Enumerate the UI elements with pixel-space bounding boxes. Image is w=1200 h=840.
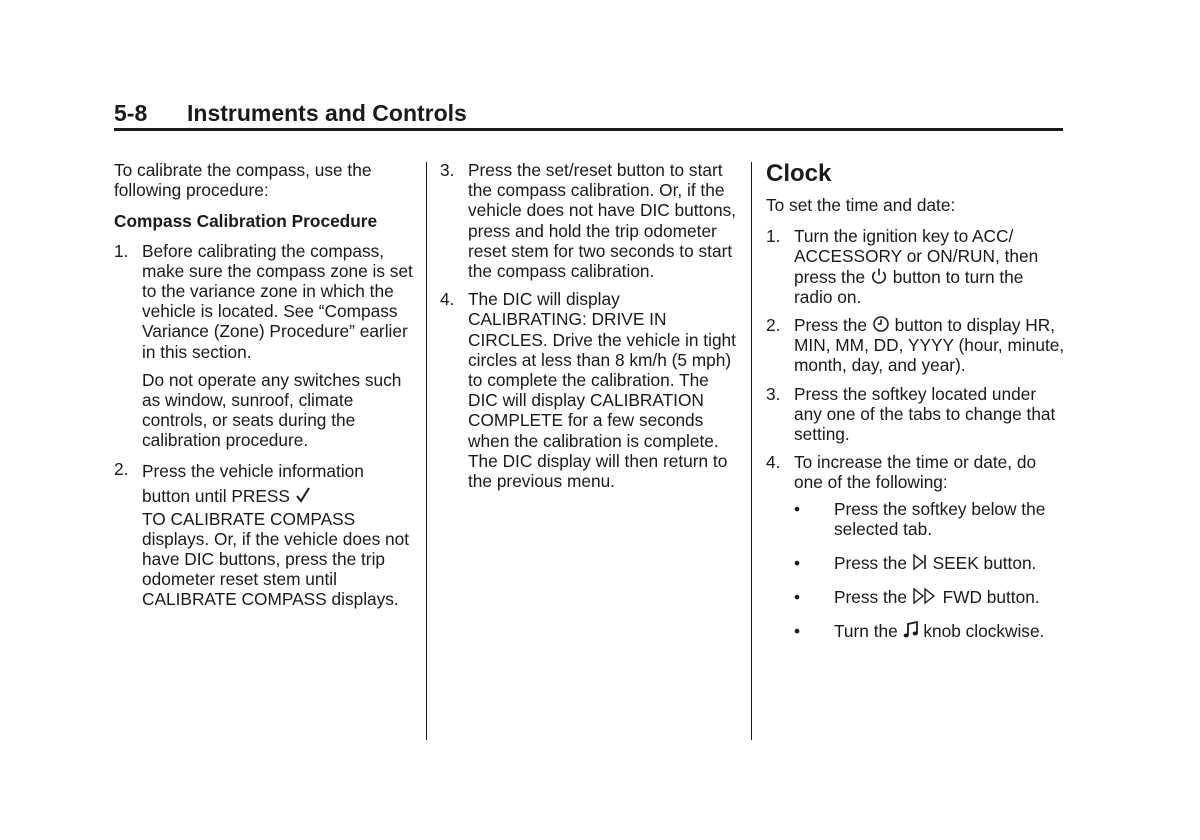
step-text: TO CALIBRATE COMPASS displays. Or, if the vehicle does not have DIC buttons, press the trip odometer reset stem until CALIBRATE COMPASS displays. [142, 508, 410, 610]
list-item [794, 621, 1066, 641]
list-item [440, 160, 740, 281]
step-number: 1. [766, 226, 781, 247]
step-text: Press the softkey located under any one of the tabs to change that setting. [794, 383, 1056, 445]
fast-forward-icon [912, 587, 938, 605]
list-item [766, 226, 1066, 307]
clock-heading: Clock [766, 160, 832, 187]
header-rule [114, 128, 1063, 131]
bullet: • [794, 553, 801, 574]
music-note-icon [903, 621, 919, 639]
procedure-steps [114, 241, 414, 610]
bullet-text: knob clockwise. [923, 621, 1045, 642]
column-divider [426, 162, 427, 740]
bullet-text: SEEK button. [932, 553, 1037, 574]
step-text: Do not operate any switches such as window, sunroof, climate controls, or seats during the calibration procedure. [142, 369, 402, 451]
bullet: • [794, 498, 801, 519]
step-text: Before calibrating the compass, make sure the compass zone is set to the variance zone in which the vehicle is located. See “Compass Variance (Zone) Procedure” earlier in this section. [142, 240, 413, 362]
procedure-steps [440, 160, 740, 491]
step-number: 4. [440, 289, 455, 310]
step-number: 2. [766, 315, 781, 336]
step-number: 4. [766, 452, 781, 473]
clock-icon [872, 315, 890, 333]
step-text: Turn the ignition key to ACC/ ACCESSORY or ON/RUN, then press the [794, 226, 1039, 287]
list-item [114, 459, 414, 610]
step-number: 1. [114, 240, 129, 261]
list-item [766, 384, 1066, 445]
list-item [440, 289, 740, 491]
list-item [794, 499, 1066, 539]
step-text: The DIC will display CALIBRATING: DRIVE IN CIRCLES. Drive the vehicle in tight circles at less than 8 km/h (5 mph) to complete the calibration. The DIC will display CALIBRATION COMPLETE for a few seconds when the calibration is complete. The DIC display will then return to the previous menu. [468, 289, 736, 492]
column-right [766, 160, 1066, 656]
step-number: 3. [440, 160, 455, 180]
list-item [794, 587, 1066, 607]
option-bullets [794, 499, 1066, 642]
column-middle [440, 160, 740, 499]
step-text: button to display HR, MIN, MM, DD, YYYY (hour, minute, month, day, and year). [794, 315, 1065, 376]
procedure-subheading: Compass Calibration Procedure [114, 211, 378, 232]
step-number: 2. [114, 458, 129, 479]
step-number: 3. [766, 383, 781, 404]
step-text: Press the set/reset button to start the compass calibration. Or, if the vehicle does not have DIC buttons, press and hold the trip odometer reset stem for two seconds to start the compass calibration. [468, 160, 737, 282]
checkmark-icon [295, 486, 311, 504]
bullet-text: Turn the [834, 621, 898, 642]
bullet-text: Press the [834, 587, 907, 608]
step-text: Press the [794, 315, 867, 336]
list-item [766, 315, 1066, 376]
column-left [114, 160, 414, 618]
section-title: Instruments and Controls [187, 100, 467, 126]
bullet: • [794, 587, 801, 608]
bullet-text: Press the [834, 553, 907, 574]
page-number: 5-8 [114, 100, 148, 126]
clock-steps [766, 226, 1066, 641]
bullet-text: Press the softkey below the selected tab. [834, 498, 1046, 539]
intro-text: To calibrate the compass, use the following procedure: [114, 160, 372, 201]
step-text: Press the vehicle information button until PRESS [142, 460, 364, 506]
seek-icon [912, 553, 928, 571]
power-icon [870, 267, 888, 285]
list-item [794, 553, 1066, 573]
list-item [766, 452, 1066, 641]
bullet: • [794, 621, 801, 642]
intro-text: To set the time and date: [766, 195, 956, 215]
column-divider [751, 162, 752, 740]
step-text: To increase the time or date, do one of the following: [794, 452, 1037, 493]
bullet-text: FWD button. [942, 587, 1040, 608]
step-text: button to turn the radio on. [794, 266, 1024, 307]
list-item [114, 241, 414, 451]
